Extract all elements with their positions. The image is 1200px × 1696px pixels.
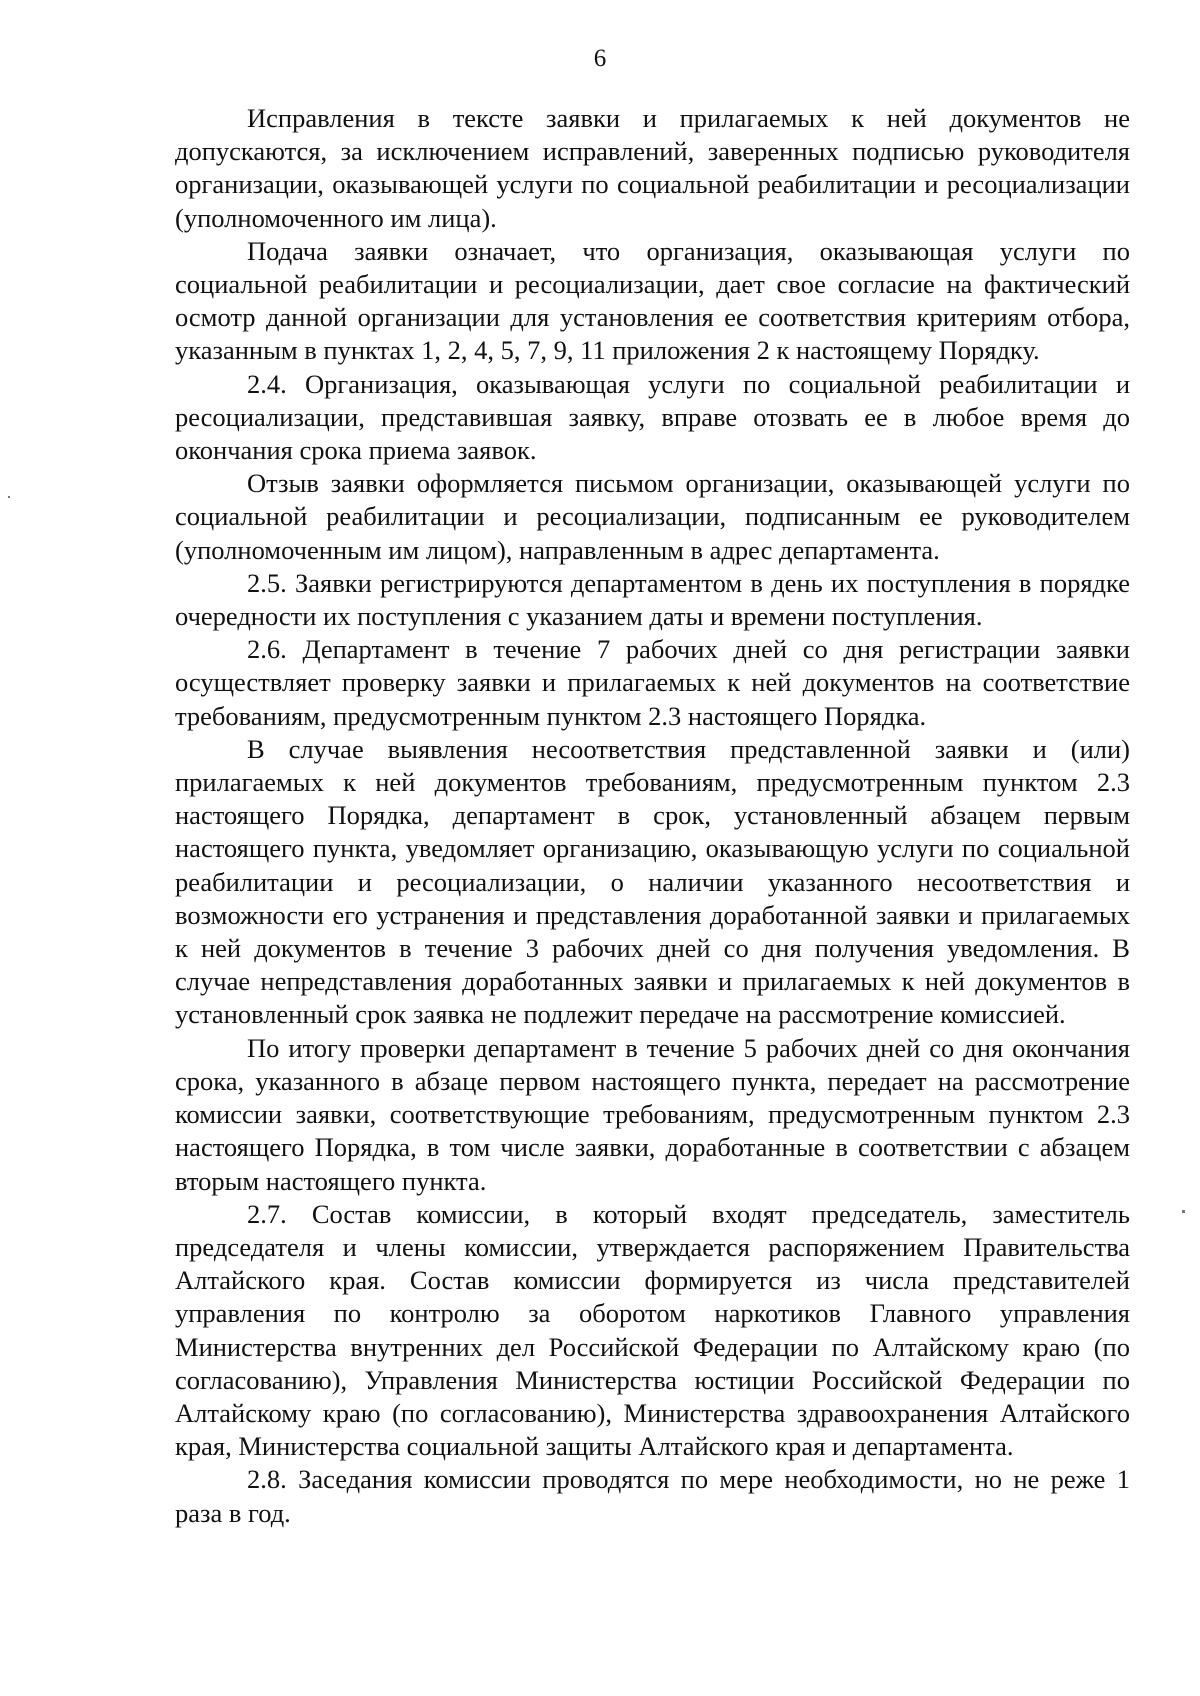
paragraph-corrections: Исправления в тексте заявки и прилагаемых к ней документов не допускаются, за исключением исправлений, заверенных подписью руководителя организации, оказывающей услуги по социальной реабилитации и ресоциализации (уполномоченного им лица). bbox=[175, 103, 1130, 233]
paragraph-2-6-verification: 2.6. Департамент в течение 7 рабочих дней со дня регистрации заявки осуществляет проверку заявки и прилагаемых к ней документов на соответствие требованиям, предусмотренным пунктом 2.3 настоящего Порядка. bbox=[175, 634, 1130, 731]
paragraph-application-consent: Подача заявки означает, что организация, оказывающая услуги по социальной реабилитации и ресоциализации, дает свое согласие на фактический осмотр данной организации для установления ее соответствия критериям отбора, указанным в пунктах 1, 2, 4, 5, 7, 9, 11 приложения 2 к настоящему Порядку. bbox=[175, 235, 1130, 366]
paragraph-2-8-meetings: 2.8. Заседания комиссии проводятся по мере необходимости, но не реже 1 раза в год. bbox=[175, 1464, 1130, 1528]
paragraph-2-5-registration: 2.5. Заявки регистрируются департаментом в день их поступления в порядке очередности их поступления с указанием даты и времени поступления. bbox=[175, 567, 1130, 632]
scan-dust-mark bbox=[1182, 1210, 1185, 1213]
scan-dust-mark bbox=[8, 496, 10, 498]
paragraph-2-4-withdrawal: 2.4. Организация, оказывающая услуги по социальной реабилитации и ресоциализации, представившая заявку, вправе отозвать ее в любое время до окончания срока приема заявок. bbox=[175, 368, 1130, 466]
document-body bbox=[175, 102, 1130, 1530]
paragraph-withdrawal-letter: Отзыв заявки оформляется письмом организации, оказывающей услуги по социальной реабилитации и ресоциализации, подписанным ее руководителем (уполномоченным им лицом), направленным в адрес департамента. bbox=[175, 468, 1130, 565]
page-number: 6 bbox=[593, 45, 607, 72]
paragraph-nonconformity-notice: В случае выявления несоответствия представленной заявки и (или) прилагаемых к ней документов требованиям, предусмотренным пунктом 2.3 настоящего Порядка, департамент в срок, установленный абзацем первым настоящего пункта, уведомляет организацию, оказывающую услуги по социальной реабилитации и ресоциализации, о наличии указанного несоответствия и возможности его устранения и представления доработанной заявки и прилагаемых к ней документов в течение 3 рабочих дней со дня получения уведомления. В случае непредставления доработанных заявки и прилагаемых к ней документов в установленный срок заявка не подлежит передаче на рассмотрение комиссией. bbox=[175, 733, 1130, 1030]
paragraph-verification-result: По итогу проверки департамент в течение 5 рабочих дней со дня окончания срока, указанного в абзаце первом настоящего пункта, передает на рассмотрение комиссии заявки, соответствующие требованиям, предусмотренным пунктом 2.3 настоящего Порядка, в том числе заявки, доработанные в соответствии с абзацем вторым настоящего пункта. bbox=[175, 1032, 1130, 1196]
paragraph-2-7-commission-composition: 2.7. Состав комиссии, в который входят председатель, заместитель председателя и члены комиссии, утверждается распоряжением Правительства Алтайского края. Состав комиссии формируется из числа представителей управления по контролю за оборотом наркотиков Главного управления Министерства внутренних дел Российской Федерации по Алтайскому краю (по согласованию), Управления Министерства юстиции Российской Федерации по Алтайскому краю (по согласованию), Министерства здравоохранения Алтайского края, Министерства социальной защиты Алтайского края и департамента. bbox=[175, 1198, 1130, 1462]
